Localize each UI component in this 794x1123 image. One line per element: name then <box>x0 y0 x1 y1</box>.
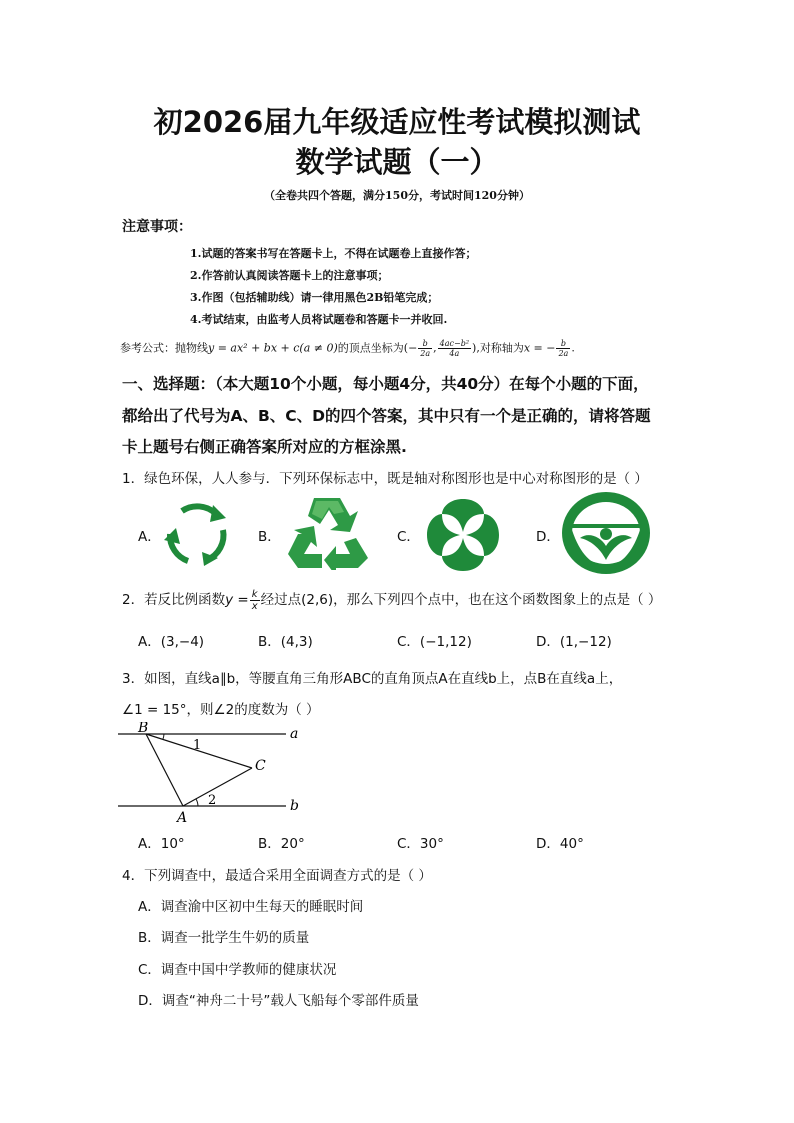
notice-item: 3.作图（包括辅助线）请一律用黑色2B铅笔完成； <box>190 291 439 304</box>
q2-option-d: D．(1,−12) <box>536 634 612 650</box>
q1-option-d-label: D． <box>536 529 560 545</box>
exam-info: （全卷共四个答题，满分150分，考试时间120分钟） <box>264 189 530 202</box>
formula-paren-close: ) <box>472 341 477 355</box>
q2-option-c: C．(−1,12) <box>397 634 472 650</box>
q3-option-a: A．10° <box>138 836 185 852</box>
section-heading-line: 卡上题号右侧正确答案所对应的方框涂黑. <box>122 438 407 456</box>
circular-arrows-icon <box>160 500 234 568</box>
q2-point: (2,6) <box>301 592 334 608</box>
formula-comma: , <box>433 341 437 355</box>
question-2-stem <box>122 588 661 612</box>
q2-option-a: A．(3,−4) <box>138 634 205 650</box>
fraction: $\frac{b}{2a}$ <box>420 339 431 358</box>
q1-option-c-label: C． <box>397 529 420 545</box>
geometry-figure <box>118 722 318 826</box>
notice-heading: 注意事项： <box>122 219 192 235</box>
q2-function: y = <box>225 592 249 608</box>
q3-option-b: B．20° <box>258 836 305 852</box>
reference-formula <box>120 339 575 358</box>
page-title: 初2026届九年级适应性考试模拟测试 <box>153 105 641 139</box>
label-C: C <box>255 758 266 774</box>
section-heading-line: 都给出了代号为A、B、C、D的四个答案，其中只有一个是正确的，请将答题 <box>122 407 651 425</box>
formula-prefix: 参考公式：抛物线 <box>120 341 208 355</box>
label-B: B <box>138 722 149 736</box>
page-subtitle-title: 数学试题（一） <box>295 145 499 179</box>
q4-option-c: C．调查中国中学教师的健康状况 <box>138 962 337 978</box>
q3-option-d: D．40° <box>536 836 584 852</box>
q1-option-b-label: B． <box>258 529 281 545</box>
q1-option-a-label: A． <box>138 529 161 545</box>
label-line-a: a <box>290 726 299 742</box>
formula-axis-text: ,对称轴为 <box>476 341 524 355</box>
q2-option-b: B．(4,3) <box>258 634 313 650</box>
section-heading: 一、选择题：（本大题10个小题，每小题4分，共40分）在每个小题的下面， <box>122 375 649 393</box>
fraction: $\frac{k}{x}$ <box>251 588 258 612</box>
label-A: A <box>177 810 188 826</box>
recycle-icon <box>284 492 370 570</box>
q4-option-b: B．调查一批学生牛奶的质量 <box>138 930 310 946</box>
formula-axis-expr: x = − <box>523 341 556 355</box>
leaf-clover-icon <box>422 494 504 576</box>
notice-item: 4.考试结束，由监考人员将试题卷和答题卡一并收回. <box>190 313 448 326</box>
q2-text: 经过点 <box>260 592 302 608</box>
formula-paren-open: (− <box>403 341 418 355</box>
label-line-b: b <box>290 798 299 814</box>
formula-mid: 的顶点坐标为 <box>337 341 404 355</box>
angle-1-label: 1 <box>193 738 202 753</box>
formula-end: . <box>571 341 575 355</box>
fraction: $\frac{\text{4ac−b²}}{4a}$ <box>439 339 470 358</box>
q4-option-a: A．调查渝中区初中生每天的睡眠时间 <box>138 899 364 915</box>
angle-2-label: 2 <box>208 793 217 808</box>
notice-item: 1.试题的答案书写在答题卡上，不得在试题卷上直接作答； <box>190 247 477 260</box>
question-1-stem: 1．绿色环保，人人参与．下列环保标志中，既是轴对称图形也是中心对称图形的是（ ） <box>122 471 648 487</box>
formula-expression: y = ax² + bx + c(a ≠ 0) <box>208 341 338 355</box>
green-food-icon <box>560 490 652 576</box>
question-4-stem: 4．下列调查中，最适合采用全面调查方式的是（ ） <box>122 868 432 884</box>
q2-text: 2．若反比例函数 <box>122 592 226 608</box>
notice-item: 2.作答前认真阅读答题卡上的注意事项； <box>190 269 389 282</box>
question-3-stem-line2: ∠1 = 15°，则∠2的度数为（ ） <box>122 702 320 718</box>
q4-option-d: D．调查“神舟二十号”载人飞船每个零部件质量 <box>138 993 419 1009</box>
q3-option-c: C．30° <box>397 836 444 852</box>
fraction: $\frac{b}{2a}$ <box>558 339 569 358</box>
q2-text: ，那么下列四个点中，也在这个函数图象上的点是（ ） <box>333 592 662 608</box>
question-3-stem: 3．如图，直线a∥b，等腰直角三角形ABC的直角顶点A在直线b上，点B在直线a上， <box>122 671 623 687</box>
